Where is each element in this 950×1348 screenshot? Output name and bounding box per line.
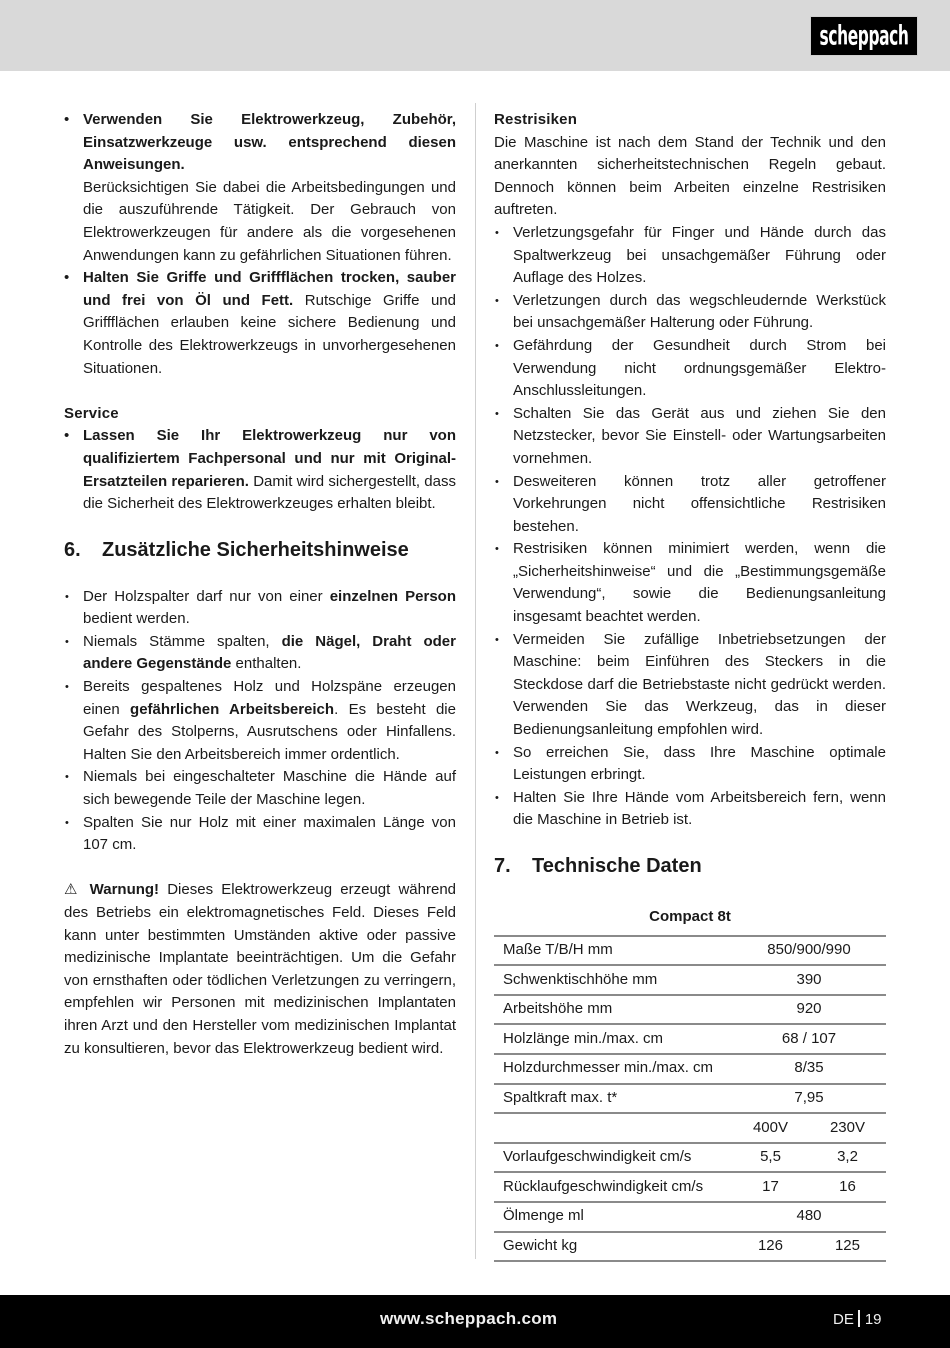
section-6-heading bbox=[64, 536, 456, 564]
bullet-bold-text: die Nägel, Draht oder andere Gegenstände bbox=[83, 632, 456, 673]
list-item: • Halten Sie Ihre Hände vom Arbeitsbereich fern, wenn die Maschine in Betrieb ist. bbox=[494, 787, 886, 832]
row-label: Arbeitshöhe mm bbox=[494, 995, 732, 1025]
bullet-text: . Es besteht die Gefahr des Stolperns, Ausrutschens oder Hinfallens. Halten Sie den Arbeitsbereich immer ordentlich. bbox=[83, 700, 456, 763]
section-7-heading bbox=[494, 852, 886, 880]
warning-label: Warnung! bbox=[89, 881, 160, 899]
table-model-header: Compact 8t bbox=[649, 908, 731, 925]
bullet-text: bedient werden. bbox=[83, 610, 190, 628]
row-value: 7,95 bbox=[732, 1084, 886, 1114]
brand-logo-text: scheppach bbox=[819, 21, 909, 51]
list-item: • Gefährdung der Gesundheit durch Strom bei Verwendung nicht ordnungsgemäßer Elektro-Anschlussleitungen. bbox=[494, 335, 886, 403]
value-230v: 16 bbox=[809, 1172, 886, 1202]
page-indicator bbox=[833, 1310, 882, 1328]
separator-bar bbox=[858, 1310, 860, 1327]
website-link[interactable]: www.scheppach.com bbox=[380, 1309, 558, 1328]
row-value: 850/900/990 bbox=[732, 936, 886, 966]
bullet-text: Niemals bei eingeschalteter Maschine die Hände auf sich bewegende Teile der Maschine legen. bbox=[83, 768, 456, 809]
table-row bbox=[494, 1232, 886, 1262]
list-item bbox=[64, 676, 456, 766]
row-label: Rücklaufgeschwindigkeit cm/s bbox=[494, 1172, 732, 1202]
row-value: 68 / 107 bbox=[732, 1024, 886, 1054]
row-label: Schwenktischhöhe mm bbox=[494, 965, 732, 995]
list-item bbox=[64, 586, 456, 631]
row-label: Holzlänge min./max. cm bbox=[494, 1024, 732, 1054]
row-label: Ölmenge ml bbox=[494, 1202, 732, 1232]
bullet-bold-text: Halten Sie Griffe und Griffflächen trocken, sauber und frei von Öl und Fett. bbox=[83, 269, 456, 309]
language-code: DE bbox=[833, 1311, 854, 1328]
restrisiken-intro: Die Maschine ist nach dem Stand der Technik und den anerkannten sicherheitstechnischen Regeln gebaut. Dennoch können beim Arbeiten einzelne Restrisiken auftreten. bbox=[494, 133, 886, 219]
value-230v: 125 bbox=[809, 1232, 886, 1262]
table-row bbox=[494, 995, 886, 1025]
list-item bbox=[64, 109, 456, 267]
section-number: 7. bbox=[494, 855, 511, 877]
row-label: Maße T/B/H mm bbox=[494, 936, 732, 966]
footer bbox=[0, 1295, 950, 1348]
list-item: • Vermeiden Sie zufällige Inbetriebsetzungen der Maschine: beim Einführen des Steckers in die Steckdose darf die Betriebstaste nicht gedrückt werden. Verwenden Sie das Werkzeug, das in dieser Bedienungsanleitung empfohlen wird. bbox=[494, 629, 886, 742]
brand-logo bbox=[810, 16, 918, 56]
value-230v: 3,2 bbox=[809, 1143, 886, 1173]
table-row bbox=[494, 1084, 886, 1114]
bullet-bold-text: gefährlichen Arbeitsbereich bbox=[130, 700, 335, 718]
bullet-text: enthalten. bbox=[231, 655, 302, 673]
table-row bbox=[494, 1143, 886, 1173]
bullet-bold-text: einzelnen Person bbox=[329, 587, 456, 605]
bullet-bold-text: Verwenden Sie Elektrowerkzeug, Zubehör, Einsatzwerkzeuge usw. entsprechend diesen Anweisungen. bbox=[83, 111, 456, 174]
list-item bbox=[64, 267, 456, 380]
list-item: • Schalten Sie das Gerät aus und ziehen Sie den Netzstecker, bevor Sie Einstell- oder Wartungsarbeiten vornehmen. bbox=[494, 403, 886, 471]
bullet-text: Bereits gespaltenes Holz und Holzspäne erzeugen einen bbox=[83, 678, 456, 718]
bullet-text: Spalten Sie nur Holz mit einer maximalen Länge von 107 cm. bbox=[83, 813, 456, 854]
list-item: • So erreichen Sie, dass Ihre Maschine optimale Leistungen erbringt. bbox=[494, 742, 886, 787]
bullet-text: Damit wird sichergestellt, dass die Sicherheit des Elektrowerkzeuges erhalten bleibt. bbox=[83, 472, 456, 513]
row-label: Holzdurchmesser min./max. cm bbox=[494, 1054, 732, 1084]
left-column bbox=[64, 109, 456, 1060]
row-value: 8/35 bbox=[732, 1054, 886, 1084]
technical-data-table bbox=[494, 906, 886, 1262]
bullet-text: Niemals Stämme spalten, bbox=[83, 632, 282, 650]
bullet-bold-text: Lassen Sie Ihr Elektrowerkzeug nur von qualifiziertem Fachpersonal und nur mit Original-Ersatzteilen reparieren. bbox=[83, 427, 456, 490]
right-column bbox=[494, 109, 886, 1262]
row-value: 920 bbox=[732, 995, 886, 1025]
list-item bbox=[64, 631, 456, 676]
value-400v: 5,5 bbox=[732, 1143, 809, 1173]
warning-paragraph bbox=[64, 879, 456, 1060]
row-label: Spaltkraft max. t* bbox=[494, 1084, 732, 1114]
warning-text: Dieses Elektrowerkzeug erzeugt während des Betriebs ein elektromagnetisches Feld. Dieses Feld kann unter bestimmten Umständen aktive oder passive medizinische Implantate beeinträchtigen. Um die Gefahr von ernsthaften oder tödlichen Verletzungen zu verringern, empfehlen wir Personen mit medizinischen Implantaten ihren Arzt und den Hersteller vom medizinischen Implantat zu konsultieren, bevor das Elektrowerkzeug bedient wird. bbox=[64, 881, 457, 1057]
row-label: Gewicht kg bbox=[494, 1232, 732, 1262]
list-item bbox=[64, 766, 456, 811]
service-heading: Service bbox=[64, 404, 119, 422]
warning-triangle-icon: ⚠ bbox=[64, 881, 82, 899]
table-row bbox=[494, 1024, 886, 1054]
list-item: • Restrisiken können minimiert werden, wenn die „Sicherheitshinweise“ und die „Bestimmungsgemäße Verwendung“, sowie die Bedienungsanleitung insgesamt beachtet werden. bbox=[494, 538, 886, 628]
row-value: 480 bbox=[732, 1202, 886, 1232]
section-title: Technische Daten bbox=[532, 855, 702, 877]
header-band bbox=[0, 0, 950, 71]
table-row bbox=[494, 936, 886, 966]
bullet-text: Berücksichtigen Sie dabei die Arbeitsbedingungen und die auszuführende Tätigkeit. Der Gebrauch von Elektrowerkzeugen für andere als die vorgesehenen Anwendungen kann zu gefährlichen Situationen führen. bbox=[83, 178, 456, 264]
row-value: 390 bbox=[732, 965, 886, 995]
table-row bbox=[494, 965, 886, 995]
section-number: 6. bbox=[64, 538, 81, 561]
table-row bbox=[494, 1172, 886, 1202]
row-label bbox=[494, 1113, 732, 1143]
column-divider bbox=[475, 103, 476, 1259]
page-number: 19 bbox=[864, 1311, 882, 1328]
list-item: • Verletzungen durch das wegschleudernde Werkstück bei unsachgemäßer Halterung oder Führung. bbox=[494, 290, 886, 335]
value-400v: 126 bbox=[732, 1232, 809, 1262]
list-item: • Verletzungsgefahr für Finger und Hände durch das Spaltwerkzeug bei unsachgemäßer Führung oder Auflage des Holzes. bbox=[494, 222, 886, 290]
row-label: Vorlaufgeschwindigkeit cm/s bbox=[494, 1143, 732, 1173]
table-row bbox=[494, 1054, 886, 1084]
list-item bbox=[64, 812, 456, 857]
restrisiken-heading: Restrisiken bbox=[494, 111, 578, 128]
value-400v: 400V bbox=[732, 1113, 809, 1143]
list-item bbox=[64, 425, 456, 515]
bullet-text: Rutschige Griffe und Griffflächen erlauben keine sichere Bedienung und Kontrolle des Elektrowerkzeugs in unvorhergesehenen Situationen. bbox=[83, 291, 456, 377]
table-row bbox=[494, 1113, 886, 1143]
table-row bbox=[494, 1202, 886, 1232]
value-400v: 17 bbox=[732, 1172, 809, 1202]
bullet-text: Der Holzspalter darf nur von einer bbox=[83, 587, 330, 605]
list-item: • Desweiteren können trotz aller getroffener Vorkehrungen nicht offensichtliche Restrisiken bestehen. bbox=[494, 471, 886, 539]
section-title: Zusätzliche Sicherheitshinweise bbox=[102, 538, 409, 561]
value-230v: 230V bbox=[809, 1113, 886, 1143]
